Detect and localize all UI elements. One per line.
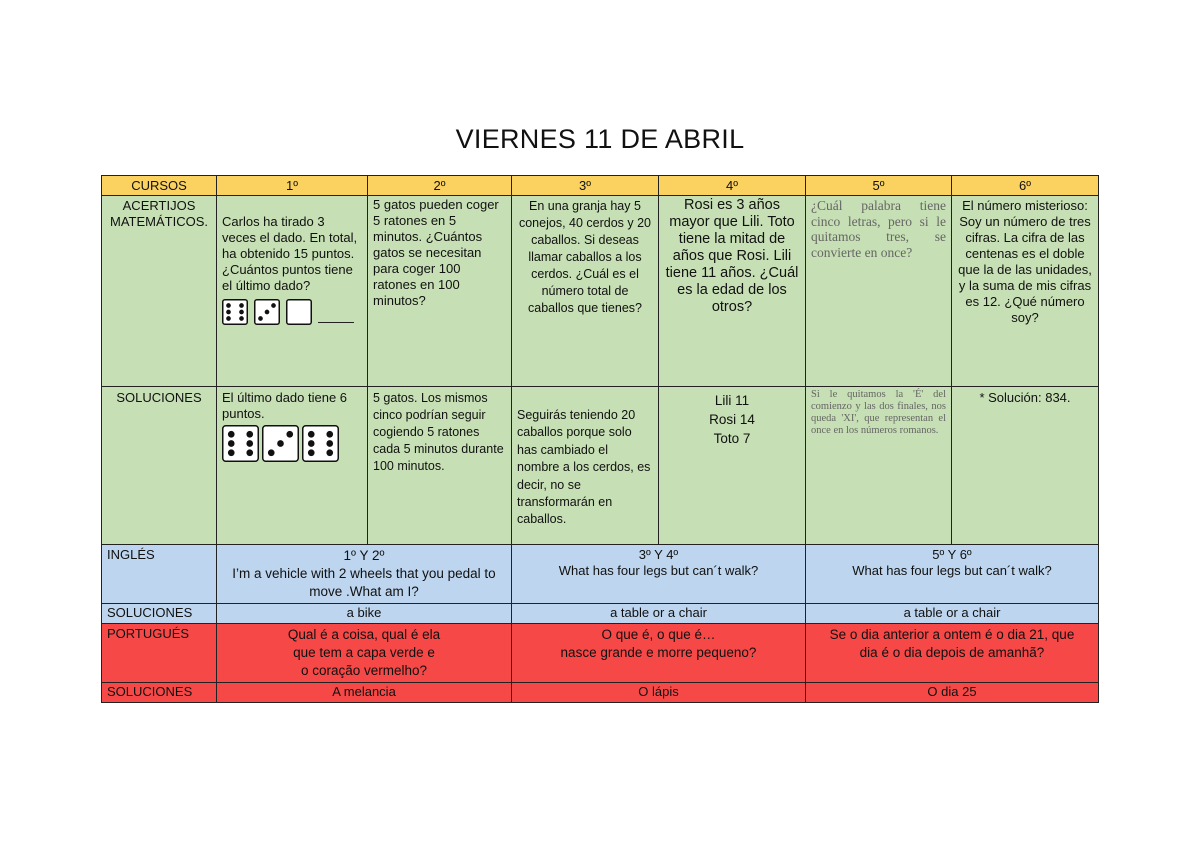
portuguese-riddle-1-line-3: o coração vermelho? — [300, 663, 428, 678]
portuguese-solutions-row — [102, 683, 1099, 703]
level-1: 1º — [217, 176, 368, 196]
page-title: VIERNES 11 DE ABRIL — [455, 124, 745, 154]
die-pip — [246, 449, 253, 456]
portuguese-riddle-3 — [806, 624, 1099, 683]
die-pip — [226, 310, 231, 315]
math-riddle-1-text: Carlos ha tirado 3 veces el dado. En total, ha obtenido 15 puntos. ¿Cuántos puntos tiene el último dado? — [222, 214, 358, 293]
portuguese-solutions-label: SOLUCIONES — [102, 683, 217, 703]
level-4: 4º — [659, 176, 806, 196]
level-2: 2º — [368, 176, 512, 196]
math-riddle-3: En una granja hay 5 conejos, 40 cerdos y 20 caballos. Si deseas llamar caballos a los cerdos. ¿Cuál es el número total de caballos que tienes? — [512, 196, 659, 387]
solution-toto: Toto 7 — [713, 431, 751, 446]
die-pip — [246, 431, 253, 438]
die-pip — [326, 440, 333, 447]
header-row — [102, 176, 1099, 196]
portuguese-riddle-1-line-2: que tem a capa verde e — [293, 645, 435, 660]
die-pip — [308, 440, 315, 447]
english-riddle-2 — [512, 545, 806, 604]
die-pip — [228, 431, 235, 438]
die-pip — [239, 303, 244, 308]
english-riddle-1 — [217, 545, 512, 604]
die-6-icon — [222, 299, 248, 325]
math-riddle-4: Rosi es 3 años mayor que Lili. Toto tiene la mitad de años que Rosi. Lili tiene 11 años. ¿Cuál es la edad de los otros? — [659, 196, 806, 387]
die-pip — [271, 303, 276, 308]
math-solutions-row — [102, 387, 1099, 545]
math-solutions-label: SOLUCIONES — [102, 387, 217, 545]
die-pip — [239, 316, 244, 321]
die-pip — [268, 449, 275, 456]
math-riddle-1 — [217, 196, 368, 387]
portuguese-riddle-3-line-1: Se o dia anterior a ontem é o dia 21, que — [829, 627, 1075, 642]
math-riddle-2: 5 gatos pueden coger 5 ratones en 5 minutos. ¿Cuántos gatos se necesitan para coger 100 ratones en 100 minutos? — [368, 196, 512, 387]
english-label: INGLÉS — [102, 545, 217, 604]
die-face — [287, 300, 312, 325]
die-pip — [277, 440, 284, 447]
die-pip — [228, 440, 235, 447]
english-row — [102, 545, 1099, 604]
math-row — [102, 196, 1099, 387]
die-6-icon — [222, 425, 259, 462]
portuguese-riddle-3-line-2: dia é o dia depois de amanhã? — [859, 645, 1045, 660]
die-pip — [226, 316, 231, 321]
dice-solution — [222, 425, 362, 462]
math-solution-1-text: El último dado tiene 6 puntos. — [222, 390, 348, 421]
english-solution-2: a table or a chair — [512, 604, 806, 624]
english-group-3: 5º Y 6º — [932, 547, 972, 562]
math-riddle-6: El número misterioso: Soy un número de tres cifras. La cifra de las centenas es el doble que la de las unidades, y la suma de mis cifras es 12. ¿Qué número soy? — [952, 196, 1099, 387]
die-pip — [326, 449, 333, 456]
portuguese-riddle-1 — [217, 624, 512, 683]
english-solution-1: a bike — [217, 604, 512, 624]
math-solution-3: Seguirás teniendo 20 caballos porque solo has cambiado el nombre a los cerdos, es decir, no se transformarán en caballos. — [512, 387, 659, 545]
math-solution-1 — [217, 387, 368, 545]
english-solutions-row — [102, 604, 1099, 624]
solution-lili: Lili 11 — [714, 393, 750, 408]
math-solution-5: Si le quitamos la 'É' del comienzo y las dos finales, nos queda 'XI', que representan el once en los números romanos. — [806, 387, 952, 545]
english-riddle-1-text: I’m a vehicle with 2 wheels that you pedal to move .What am I? — [232, 566, 496, 599]
die-pip — [226, 303, 231, 308]
die-pip — [286, 431, 293, 438]
math-label: ACERTIJOS MATEMÁTICOS. — [102, 196, 217, 387]
english-solution-3: a table or a chair — [806, 604, 1099, 624]
die-pip — [246, 440, 253, 447]
math-solution-2: 5 gatos. Los mismos cinco podrían seguir cogiendo 5 ratones cada 5 minutos durante 100 minutos. — [368, 387, 512, 545]
english-riddle-3 — [806, 545, 1099, 604]
portuguese-riddle-2-line-2: nasce grande e morre pequeno? — [560, 645, 757, 660]
die-pip — [308, 431, 315, 438]
die-pip — [258, 316, 263, 321]
portuguese-solution-1: A melancia — [217, 683, 512, 703]
die-pip — [265, 310, 270, 315]
die-3-icon — [262, 425, 299, 462]
math-solution-6: * Solución: 834. — [952, 387, 1099, 545]
die-3-icon — [254, 299, 280, 325]
english-riddle-3-text: What has four legs but can´t walk? — [852, 563, 1052, 578]
level-6: 6º — [952, 176, 1099, 196]
portuguese-row — [102, 624, 1099, 683]
dice-question — [222, 299, 362, 325]
english-solutions-label: SOLUCIONES — [102, 604, 217, 624]
english-riddle-2-text: What has four legs but can´t walk? — [558, 563, 759, 578]
solution-rosi: Rosi 14 — [709, 412, 755, 427]
die-blank-icon — [286, 299, 312, 325]
portuguese-solution-3: O dia 25 — [806, 683, 1099, 703]
portuguese-riddle-2 — [512, 624, 806, 683]
level-5: 5º — [806, 176, 952, 196]
die-pip — [228, 449, 235, 456]
portuguese-riddle-1-line-1: Qual é a coisa, qual é ela — [287, 627, 441, 642]
answer-blank — [318, 321, 354, 323]
english-group-2: 3º Y 4º — [638, 547, 679, 562]
portuguese-riddle-2-line-1: O que é, o que é… — [601, 627, 716, 642]
english-group-1: 1º Y 2º — [343, 548, 385, 563]
level-3: 3º — [512, 176, 659, 196]
portuguese-solution-2: O lápis — [512, 683, 806, 703]
portuguese-label: PORTUGUÉS — [102, 624, 217, 683]
riddle-table — [101, 175, 1099, 703]
die-pip — [239, 310, 244, 315]
die-pip — [308, 449, 315, 456]
math-riddle-5: ¿Cuál palabra tiene cinco letras, pero si le quitamos tres, se convierte en once? — [806, 196, 952, 387]
die-6-icon — [302, 425, 339, 462]
die-pip — [326, 431, 333, 438]
math-solution-4 — [659, 387, 806, 545]
header-label: CURSOS — [102, 176, 217, 196]
